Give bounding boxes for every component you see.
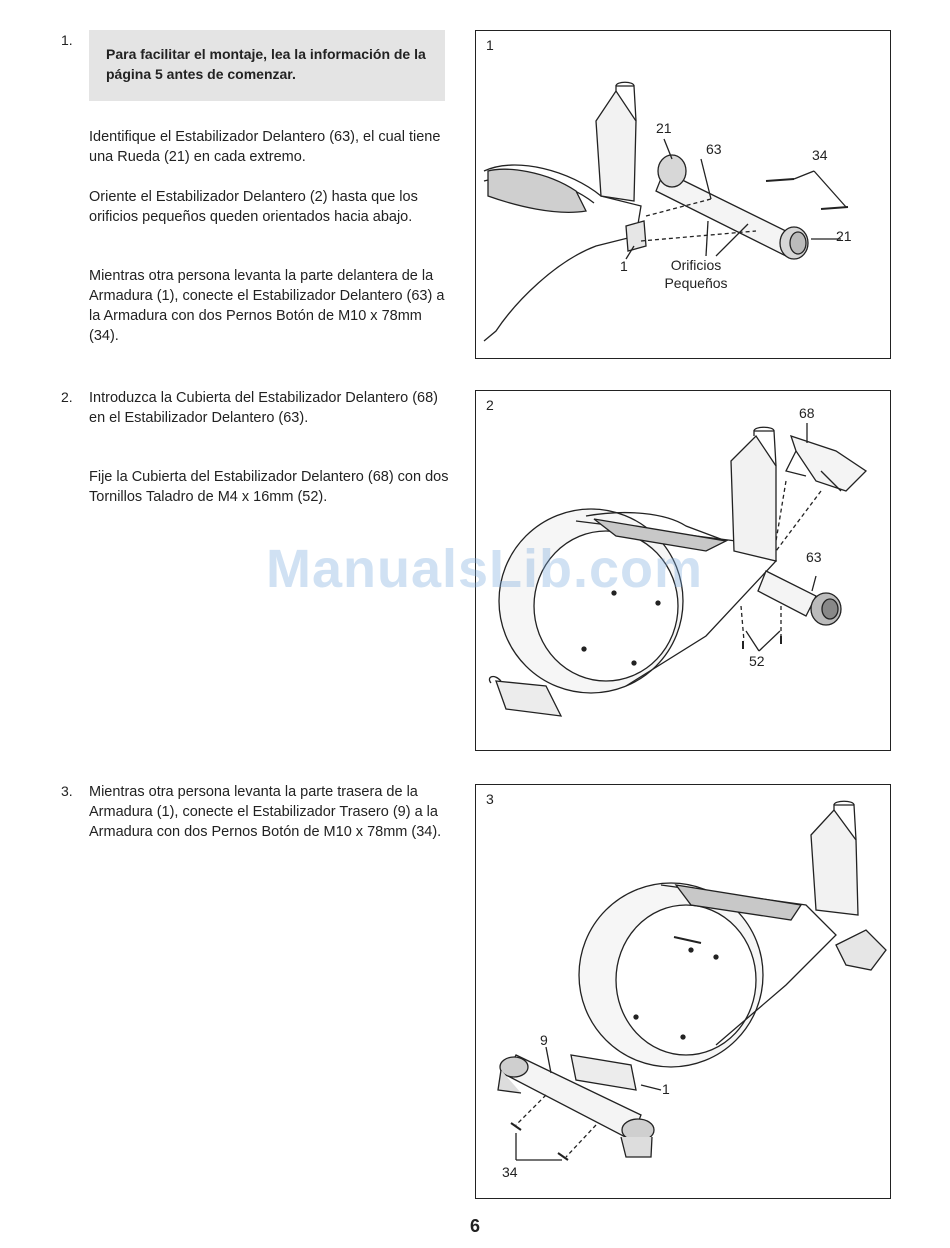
step-1-paragraph-2: Oriente el Estabilizador Delantero (2) hasta que los orificios pequeños queden orientados hacia abajo. — [89, 189, 418, 225]
figure-1-callout-63: 63 — [706, 141, 722, 157]
figure-3-callout-9: 9 — [540, 1032, 548, 1048]
note-text: Para facilitar el montaje, lea la información de la página 5 antes de comenzar. — [106, 46, 426, 82]
step-1-paragraph-1: Identifique el Estabilizador Delantero (63), el cual tiene una Rueda (21) en cada extremo. — [89, 129, 441, 165]
figure-1-holes-label-line-2: Pequeños — [664, 275, 728, 291]
step-1-number: 1. — [61, 32, 73, 48]
figure-2-callout-68: 68 — [799, 405, 815, 421]
figure-3 — [475, 784, 891, 1199]
step-2-paragraph-2: Fije la Cubierta del Estabilizador Delantero (68) con dos Tornillos Taladro de M4 x 16mm (52). — [89, 469, 449, 505]
figure-1 — [475, 30, 891, 359]
figure-3-callout-1: 1 — [662, 1081, 670, 1097]
step-3-number: 3. — [61, 783, 73, 799]
figure-3-number: 3 — [486, 791, 494, 807]
figure-1-drawing — [476, 31, 890, 358]
figure-1-number: 1 — [486, 37, 494, 53]
figure-1-callout-34: 34 — [812, 147, 828, 163]
page-number: 6 — [469, 1216, 480, 1236]
step-2-paragraph-1: Introduzca la Cubierta del Estabilizador Delantero (68) en el Estabilizador Delantero (63). — [89, 390, 438, 426]
step-2-number: 2. — [61, 389, 73, 405]
figure-3-drawing — [476, 785, 890, 1198]
figure-3-callout-34: 34 — [502, 1164, 518, 1180]
figure-1-holes-label-line-1: Orificios — [670, 257, 722, 273]
figure-1-callout-1: 1 — [620, 258, 628, 274]
figure-2-number: 2 — [486, 397, 494, 413]
figure-2-callout-63: 63 — [806, 549, 822, 565]
step-1-paragraph-3: Mientras otra persona levanta la parte delantera de la Armadura (1), conecte el Estabilizador Delantero (63) a la Armadura con dos Pernos Botón de M10 x 78mm (34). — [89, 268, 445, 344]
step-3-paragraph-1: Mientras otra persona levanta la parte trasera de la Armadura (1), conecte el Estabilizador Trasero (9) a la Armadura con dos Pernos Botón de M10 x 78mm (34). — [89, 784, 442, 840]
note-box — [89, 30, 445, 101]
figure-1-callout-21-right: 21 — [836, 228, 852, 244]
figure-1-callout-21-left: 21 — [656, 120, 672, 136]
figure-2-callout-52: 52 — [749, 653, 765, 669]
watermark: ManualsLib.com — [266, 539, 704, 599]
